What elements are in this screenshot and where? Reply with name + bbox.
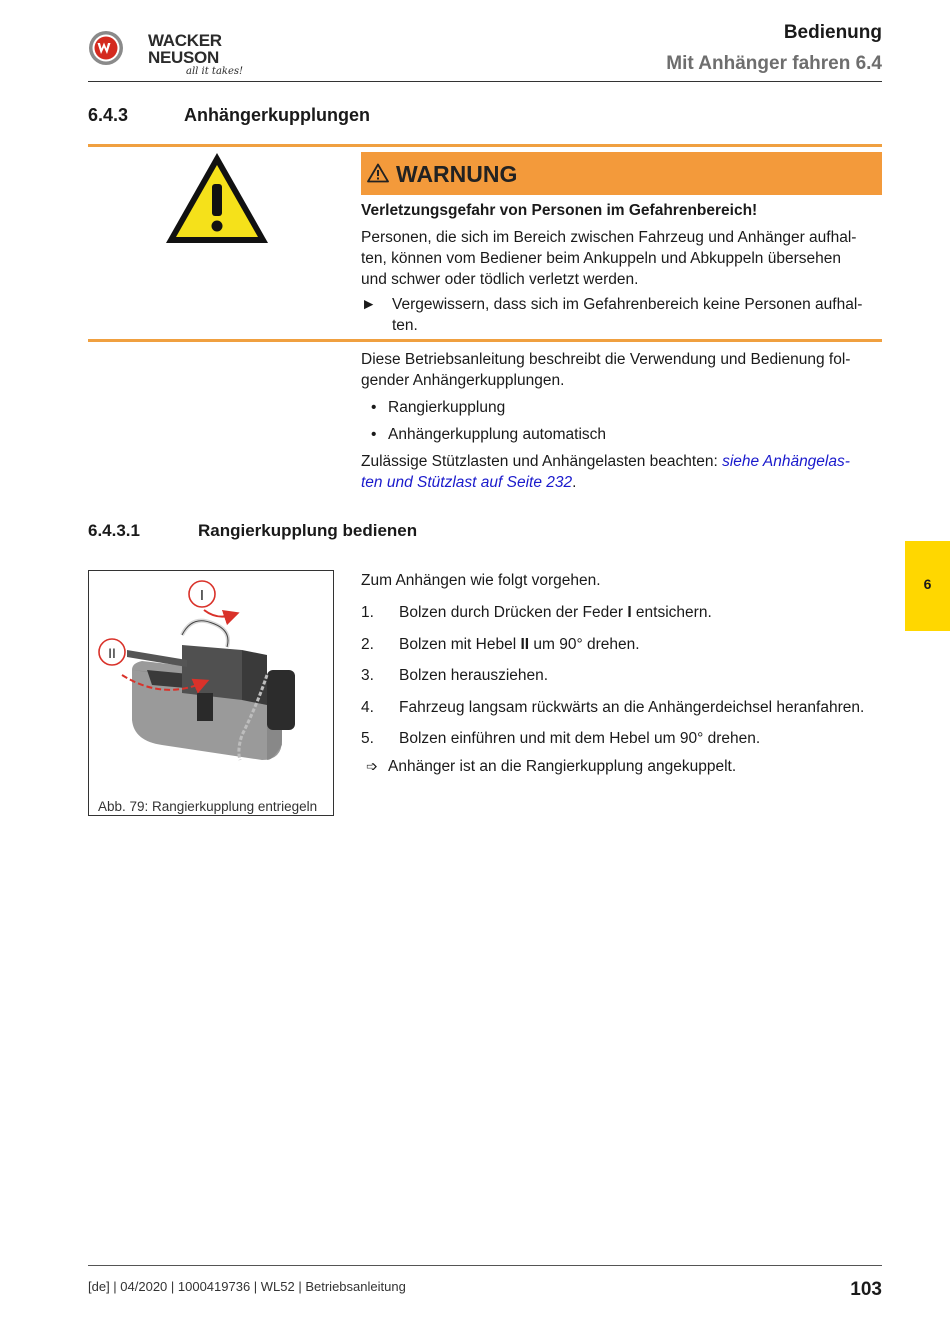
warning-action-marker: ► <box>361 296 377 313</box>
warning-text-line: Personen, die sich im Bereich zwischen Fahrzeug und Anhänger aufhal- <box>361 229 857 246</box>
wacker-neuson-logo-icon <box>88 30 124 66</box>
step-number: 2. <box>361 636 374 653</box>
procedure-result: Anhänger ist an die Rangierkupplung angekuppelt. <box>388 758 737 775</box>
step-text-bold: I <box>627 604 632 621</box>
step-text-bold: II <box>520 636 530 653</box>
intro-line: Diese Betriebsanleitung beschreibt die Verwendung und Bedienung fol- <box>361 351 851 368</box>
brand-wordmark <box>148 32 243 77</box>
step-text-post: um 90° drehen. <box>529 636 640 653</box>
warning-label: WARNUNG <box>396 161 518 187</box>
section-header-title: Mit Anhänger fahren 6.4 <box>666 53 882 74</box>
warning-text <box>361 227 856 290</box>
coupling-illustration <box>92 575 330 795</box>
step-text-post: entsichern. <box>631 604 712 621</box>
warning-text-line: und schwer oder tödlich verletzt werden. <box>361 271 639 288</box>
subsection-number: 6.4.3.1 <box>88 521 140 540</box>
chapter-title: Bedienung <box>783 22 882 43</box>
bullet-item: Rangierkupplung <box>388 399 506 416</box>
step-number: 5. <box>361 730 374 747</box>
bullet-marker: • <box>371 399 377 416</box>
step-text <box>399 602 712 623</box>
callout-2-label: II <box>108 645 116 661</box>
result-arrow-icon: ➩ <box>366 758 378 774</box>
warning-bottom-rule <box>88 339 882 342</box>
warning-triangle-icon <box>163 150 271 246</box>
warning-top-rule <box>88 144 882 147</box>
warning-text-line: ten, können vom Bediener beim Ankuppeln und Abkuppeln übersehen <box>361 250 841 267</box>
step-text <box>399 634 640 655</box>
footer-divider <box>88 1265 882 1266</box>
brand-slogan: all it takes! <box>186 66 244 77</box>
warning-action <box>392 294 862 336</box>
bullet-item: Anhängerkupplung automatisch <box>388 426 607 443</box>
warning-headline: Verletzungsgefahr von Personen im Gefahrenbereich! <box>361 202 758 219</box>
section-title: Anhängerkupplungen <box>184 105 370 125</box>
load-link-part: ten und Stützlast auf Seite 232 <box>361 474 573 491</box>
step-text: Fahrzeug langsam rückwärts an die Anhängerdeichsel heranfahren. <box>399 699 865 716</box>
warning-action-line: ten. <box>392 317 418 334</box>
step-text-pre: Bolzen mit Hebel <box>399 636 521 653</box>
step-text: Bolzen herausziehen. <box>399 667 549 684</box>
load-text: Zulässige Stützlasten und Anhängelasten beachten: <box>361 453 723 470</box>
step-text-pre: Bolzen durch Drücken der Feder <box>399 604 628 621</box>
callout-1-label: I <box>199 587 205 604</box>
intro-paragraph <box>361 349 850 391</box>
bullet-marker: • <box>371 426 377 443</box>
load-reference <box>361 451 882 493</box>
subsection-title: Rangierkupplung bedienen <box>198 521 418 540</box>
header-divider <box>88 81 882 82</box>
warning-small-icon <box>367 163 389 183</box>
figure-caption: Abb. 79: Rangierkupplung entriegeln <box>98 799 318 814</box>
section-number: 6.4.3 <box>88 105 129 125</box>
procedure-intro: Zum Anhängen wie folgt vorgehen. <box>361 572 601 589</box>
chapter-tab-number: 6 <box>923 576 932 592</box>
footer-info: [de] | 04/2020 | 1000419736 | WL52 | Betriebsanleitung <box>88 1279 406 1294</box>
step-number: 1. <box>361 604 374 621</box>
intro-line: gender Anhängerkupplungen. <box>361 372 565 389</box>
step-number: 3. <box>361 667 374 684</box>
brand-line-1: WACKER <box>148 31 222 50</box>
load-link-part: siehe Anhängelas- <box>722 453 850 470</box>
step-number: 4. <box>361 699 374 716</box>
brand-line-2: NEUSON <box>148 48 219 67</box>
warning-action-line: Vergewissern, dass sich im Gefahrenbereich keine Personen aufhal- <box>392 296 863 313</box>
load-end: . <box>572 474 577 491</box>
page-number: 103 <box>850 1279 882 1300</box>
step-text: Bolzen einführen und mit dem Hebel um 90° drehen. <box>399 730 761 747</box>
